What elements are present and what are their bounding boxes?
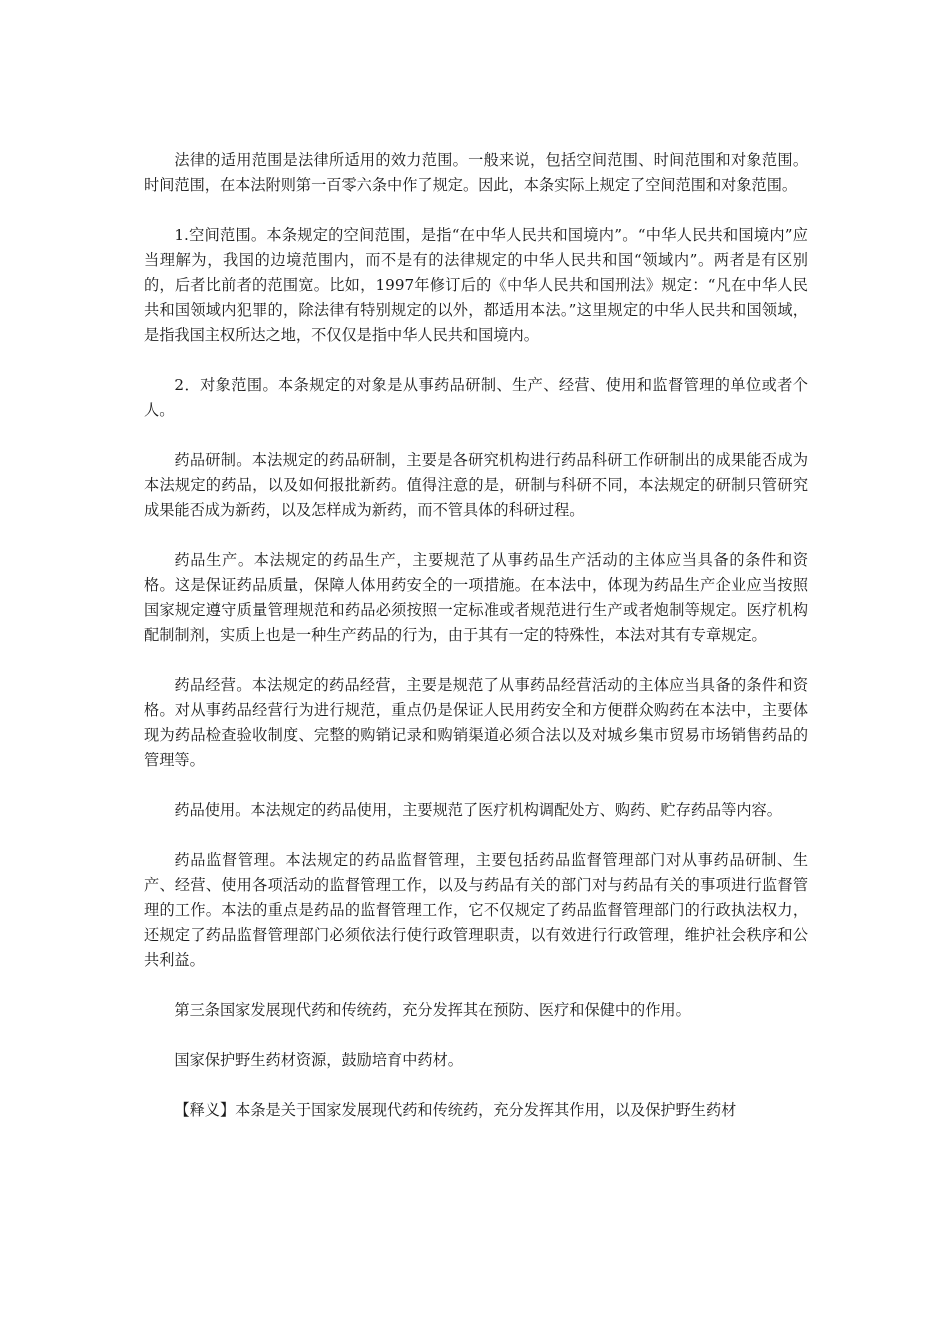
paragraph-scope-intro: 法律的适用范围是法律所适用的效力范围。一般来说，包括空间范围、时间范围和对象范围。时间范围，在本法附则第一百零六条中作了规定。因此，本条实际上规定了空间范围和对象范围。: [144, 151, 808, 194]
paragraph-spatial-scope: 1.空间范围。本条规定的空间范围，是指“在中华人民共和国境内”。“中华人民共和国境内”应当理解为，我国的边境范围内，而不是有的法律规定的中华人民共和国“领域内”。两者是有区别的，后者比前者的范围宽。比如，1997年修订后的《中华人民共和国刑法》规定：“凡在中华人民共和国领域内犯罪的，除法律有特别规定的以外，都适用本法。”这里规定的中华人民共和国领域，是指我国主权所达之地，不仅仅是指中华人民共和国境内。: [144, 226, 808, 344]
paragraph-drug-research: 药品研制。本法规定的药品研制，主要是各研究机构进行药品科研工作研制出的成果能否成为本法规定的药品，以及如何报批新药。值得注意的是，研制与科研不同，本法规定的研制只管研究成果能否成为新药，以及怎样成为新药，而不管具体的科研过程。: [144, 451, 808, 519]
paragraph-article-three: 第三条国家发展现代药和传统药，充分发挥其在预防、医疗和保健中的作用。: [174, 1001, 691, 1019]
paragraph-wild-herbs: 国家保护野生药材资源，鼓励培育中药材。: [174, 1051, 463, 1069]
document-body: [144, 148, 808, 1148]
paragraph-drug-supervision: 药品监督管理。本法规定的药品监督管理，主要包括药品监督管理部门对从事药品研制、生产、经营、使用各项活动的监督管理工作，以及与药品有关的部门对与药品有关的事项进行监督管理的工作。本法的重点是药品的监督管理工作，它不仅规定了药品监督管理部门的行政执法权力，还规定了药品监督管理部门必须依法行使行政管理职责，以有效进行行政管理，维护社会秩序和公共利益。: [144, 851, 808, 969]
paragraph-drug-production: 药品生产。本法规定的药品生产，主要规范了从事药品生产活动的主体应当具备的条件和资格。这是保证药品质量，保障人体用药安全的一项措施。在本法中，体现为药品生产企业应当按照国家规定遵守质量管理规范和药品必须按照一定标准或者规范进行生产或者炮制等规定。医疗机构配制制剂，实质上也是一种生产药品的行为，由于其有一定的特殊性，本法对其有专章规定。: [144, 551, 808, 644]
paragraph-object-scope: 2．对象范围。本条规定的对象是从事药品研制、生产、经营、使用和监督管理的单位或者个人。: [144, 376, 808, 419]
paragraph-drug-distribution: 药品经营。本法规定的药品经营，主要是规范了从事药品经营活动的主体应当具备的条件和资格。对从事药品经营行为进行规范，重点仍是保证人民用药安全和方便群众购药在本法中，主要体现为药品检查验收制度、完整的购销记录和购销渠道必须合法以及对城乡集市贸易市场销售药品的管理等。: [144, 676, 808, 769]
paragraph-drug-use: 药品使用。本法规定的药品使用，主要规范了医疗机构调配处方、购药、贮存药品等内容。: [174, 801, 782, 819]
paragraph-interpretation: 【释义】本条是关于国家发展现代药和传统药，充分发挥其作用，以及保护野生药材: [174, 1101, 737, 1119]
